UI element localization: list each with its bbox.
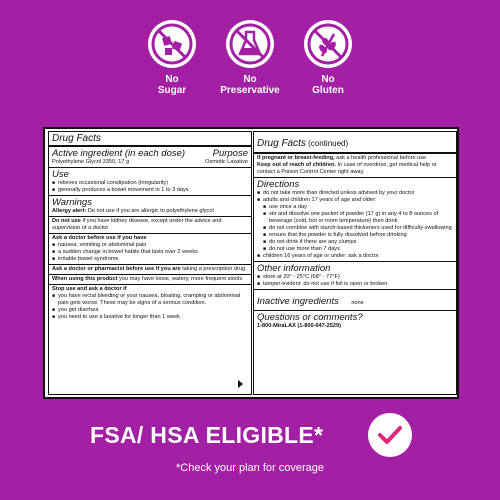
no-gluten-badge: [288, 20, 368, 96]
allergy-alert-label: Allergy alert:: [52, 208, 87, 214]
no-preservative-icon: [226, 20, 274, 68]
no-preservative-badge: [210, 20, 290, 96]
active-ingredient-heading: Active ingredient (in each dose): [52, 148, 186, 159]
drug-facts-title: Drug Facts: [52, 133, 101, 144]
pregnancy-label: If pregnant or breast-feeding,: [257, 155, 335, 161]
other-info-item: ■ store at 20° - 25°C (68° - 77°F): [257, 274, 453, 281]
when-using-text: you may have loose, watery, more frequent stools: [117, 276, 243, 282]
no-preservative-label: No Preservative: [220, 74, 280, 96]
direction-subitem: ■ ensure that the powder is fully dissolved before drinking: [257, 232, 453, 239]
coverage-note: *Check your plan for coverage: [176, 462, 324, 474]
other-information-heading: Other information: [257, 263, 331, 274]
ask-pharmacist-label: Ask a doctor or pharmacist before use if you are: [52, 266, 181, 272]
warnings-heading: Warnings: [52, 197, 92, 208]
direction-subitem: ■ stir and dissolve one packet of powder (17 g) in any 4 to 8 ounces of beverage (cold, hot or room temperature) then drink: [257, 211, 453, 225]
purpose-value: Osmotic Laxative: [205, 159, 248, 165]
drug-facts-panel: [43, 127, 459, 399]
ask-doctor-label: Ask a doctor before use if you have: [52, 235, 147, 241]
use-heading: Use: [52, 169, 69, 180]
ask-pharmacist-text: taking a prescription drug: [180, 266, 246, 272]
ask-doctor-item: ■ irritable bowel syndrome: [52, 256, 248, 263]
stop-use-item: ■ you have rectal bleeding or your nausea, bloating, cramping or abdominal pain gets worse. These may be signs of a serious condition.: [52, 293, 248, 307]
direction-item: ■ children 16 years of age or under: ask a doctor: [257, 253, 453, 260]
drug-facts-left-column: [48, 131, 252, 395]
questions-phone: 1-800-MiraLAX (1-800-647-2529): [257, 323, 341, 329]
direction-subitem: ■ do not use more than 7 days: [257, 246, 453, 253]
direction-item: ■ adults and children 17 years of age and older:: [257, 197, 453, 204]
drug-facts-continued-title: Drug Facts: [257, 138, 306, 149]
no-sugar-badge: [132, 20, 212, 96]
continued-suffix: (continued): [305, 139, 349, 148]
use-item: ■ relieves occasional constipation (irregularity): [52, 180, 248, 187]
use-item: ■ generally produces a bowel movement in 1 to 3 days: [52, 187, 248, 194]
ask-doctor-item: ■ nausea, vomiting or abdominal pain: [52, 242, 248, 249]
inactive-ingredients-heading: Inactive ingredients: [257, 296, 339, 307]
no-gluten-icon: [304, 20, 352, 68]
fsa-hsa-eligible-text: FSA/ HSA ELIGIBLE*: [90, 422, 324, 448]
when-using-label: When using this product: [52, 276, 118, 282]
drug-facts-right-column: [253, 131, 457, 395]
direction-item: ■ do not take more than directed unless advised by your doctor: [257, 190, 453, 197]
keep-out-label: Keep out of reach of children.: [257, 162, 336, 168]
stop-use-label: Stop use and ask a doctor if: [52, 286, 127, 292]
continue-arrow-icon: [238, 380, 243, 388]
stop-use-item: ■ you need to use a laxative for longer than 1 week: [52, 314, 248, 321]
pregnancy-text: ask a health professional before use: [334, 155, 427, 161]
stop-use-item: ■ you get diarrhea: [52, 307, 248, 314]
no-gluten-label: No Gluten: [312, 74, 344, 96]
inactive-ingredients-value: none: [351, 300, 364, 306]
no-sugar-label: No Sugar: [157, 74, 187, 96]
allergy-alert-text: Do not use if you are allergic to polyethylene glycol: [86, 208, 214, 214]
keep-out-text: In case of overdose, get medical help or contact a Poison Control Center right away.: [257, 162, 437, 175]
benefit-badges: [0, 20, 500, 115]
direction-subitem: ■ use once a day: [257, 204, 453, 211]
do-not-use-label: Do not use: [52, 218, 81, 224]
directions-heading: Directions: [257, 179, 300, 190]
checkmark-icon: [368, 413, 412, 457]
active-ingredient-value: Polyethylene Glycol 3350, 17 g: [52, 159, 130, 165]
do-not-use-text: if you have kidney disease, except under the advice and supervision of a doctor: [52, 218, 222, 231]
questions-heading: Questions or comments?: [257, 312, 363, 323]
direction-subitem: ■ do not combine with starch-based thickeners used for difficulty swallowing: [257, 225, 453, 232]
no-sugar-icon: [148, 20, 196, 68]
purpose-heading: Purpose: [212, 148, 248, 159]
ask-doctor-item: ■ a sudden change in bowel habits that lasts over 2 weeks: [52, 249, 248, 256]
other-info-item: ■ tamper-evident: do not use if foil is open or broken: [257, 281, 453, 288]
direction-subitem: ■ do not drink if there are any clumps: [257, 239, 453, 246]
